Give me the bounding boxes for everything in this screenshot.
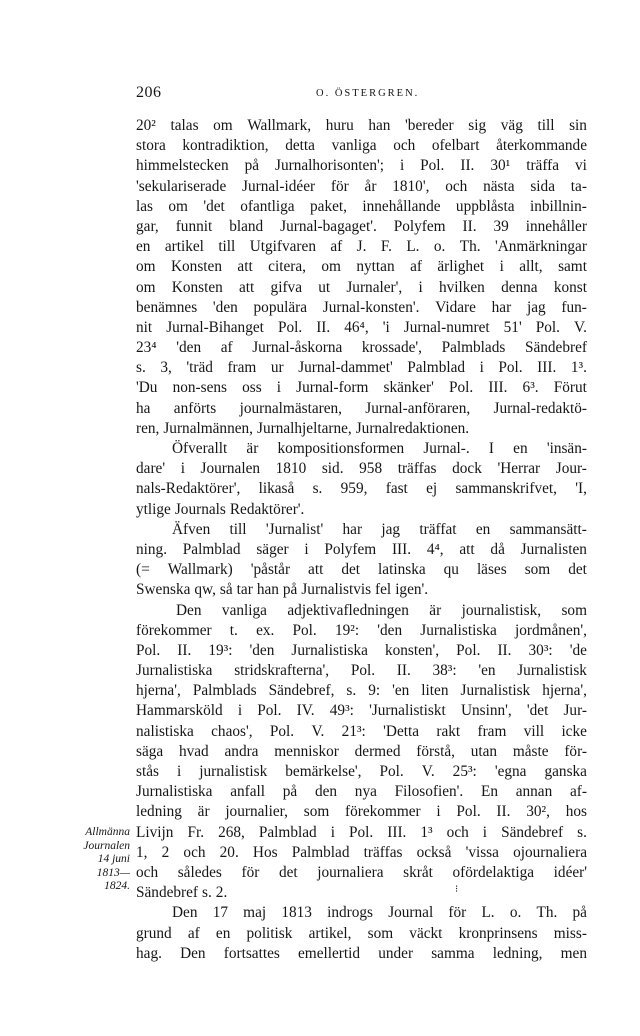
text-line: las om 'det ofantliga paket, innehållande uppblåsta inbillnin-: [136, 197, 587, 215]
text-line: om Konsten att citera, om nyttan af ärlighet i allt, samt: [136, 258, 587, 276]
text-line: nals-Redaktörer', likaså s. 959, fast ej sammanskrifvet, 'I,: [136, 480, 587, 498]
text-line: nalistiska chaos', Pol. V. 21³: 'Detta rakt fram vill icke: [136, 722, 587, 740]
text-line: grund af en politisk artikel, som väckt kronprinsens miss-: [136, 924, 587, 942]
page-number: 206: [136, 84, 162, 101]
text-line: Swenska qw, så tar han på Jurnalistvis fel igen'.: [136, 581, 429, 599]
text-line: om Konsten att gifva ut Jurnaler', i hvilken denna konst: [136, 278, 587, 296]
text-line: 1, 2 och 20. Hos Palmblad träffas också 'vissa ojournaliera: [136, 843, 587, 861]
margin-note-line: Allmänna: [85, 826, 130, 838]
text-line: dare' i Journalen 1810 sid. 958 träffas dock 'Herrar Jour-: [136, 460, 587, 478]
margin-note-line: 1824.: [104, 880, 130, 893]
body-text: [136, 116, 587, 964]
text-line: nit Jurnal-Bihanget Pol. II. 46⁴, 'i Jurnal-numret 51' Pol. V.: [136, 318, 587, 336]
text-line: Jurnalistiska anfall på den nya Filosofien'. En annan af-: [136, 783, 587, 801]
text-line: en artikel till Utgifvaren af J. F. L. o. Th. 'Anmärkningar: [136, 238, 587, 256]
text-line: ytlige Journals Redaktörer'.: [136, 500, 305, 518]
text-line: och således för det journaliera skråt ofördelaktiga idéer': [136, 863, 587, 881]
page-header: [136, 84, 586, 106]
text-line: stora kontradiktion, detta vanliga och ofelbart återkommande: [136, 137, 587, 155]
text-line: ning. Palmblad säger i Polyfem III. 4⁴, att då Jurnalisten: [136, 540, 587, 558]
text-line: ledning är journalier, som förekommer i Pol. II. 30², hos: [136, 803, 587, 821]
text-line: himmelstecken på Jurnalhorisonten'; i Pol. II. 30¹ träffa vi: [136, 157, 587, 175]
text-line: gar, funnit bland Jurnal-bagaget'. Polyfem II. 39 innehåller: [136, 217, 587, 235]
text-line: stås i jurnalistisk bemärkelse', Pol. V. 25³: 'egna ganska: [136, 763, 587, 780]
text-line: ren, Jurnalmännen, Jurnalhjeltarne, Jurnalredaktionen.: [136, 419, 470, 437]
text-line: Äfven till 'Jurnalist' har jag träffat en sammansätt-: [172, 520, 587, 538]
text-line: 'Du non-sens oss i Jurnal-form skänker' Pol. III. 6³. Förut: [136, 379, 587, 397]
text-line: 'sekulariserade Jurnal-idéer för år 1810', och nästa sida ta-: [136, 177, 587, 195]
text-line: hjerna', Palmblads Sändebref, s. 9: 'en liten Jurnalistisk hjerna',: [136, 682, 587, 700]
text-line: Livijn Fr. 268, Palmblad i Pol. III. 1³ och i Sändebref s.: [136, 823, 587, 841]
text-line: Öfverallt är kompositionsformen Jurnal-. I en 'insän-: [172, 440, 587, 457]
text-line: Pol. II. 19³: 'den Jurnalistiska konsten', Pol. II. 30³: 'de: [136, 641, 587, 659]
text-line: ha anförts journalmästaren, Jurnal-anföraren, Jurnal-redaktö-: [136, 399, 587, 417]
margin-note-line: 1813—: [96, 866, 130, 879]
text-line: (= Wallmark) 'påstår att det latinska qu läses som det: [136, 561, 587, 579]
text-line: Den vanliga adjektivafledningen är journalistisk, som: [176, 601, 587, 619]
text-line: benämnes 'den populära Jurnal-konsten'. Vidare har jag fun-: [136, 298, 587, 316]
text-line: Den 17 maj 1813 indrogs Journal för L. o. Th. på: [172, 904, 587, 922]
running-head: O. ÖSTERGREN.: [316, 88, 420, 99]
text-line: förekommer t. ex. Pol. 19²: 'den Jurnalistiska jordmånen',: [136, 621, 587, 639]
text-line: Sändebref s. 2.: [136, 884, 228, 902]
text-line: Hammarsköld i Pol. IV. 49³: 'Jurnalistiskt Unsinn', 'det Jur-: [136, 702, 587, 720]
text-line: säga hvad andra menniskor dermed förstå, utan måste för-: [136, 742, 587, 760]
text-line: 23⁴ 'den af Jurnal-åskorna krossade', Palmblads Sändebref: [136, 339, 587, 357]
margin-note: [60, 826, 130, 894]
text-line: s. 3, 'träd fram ur Jurnal-dammet' Palmblad i Pol. III. 1³.: [136, 359, 587, 377]
margin-note-line: Journalen: [83, 839, 130, 852]
text-line: Jurnalistiska stridskrafterna', Pol. II. 38³: 'en Jurnalistisk: [136, 662, 587, 680]
ink-speck: ⁝: [455, 884, 459, 895]
text-line: 20² talas om Wallmark, huru han 'bereder sig väg till sin: [136, 117, 587, 134]
text-line: hag. Den fortsattes emellertid under samma ledning, men: [136, 944, 587, 962]
margin-note-line: 14 juni: [97, 853, 130, 866]
